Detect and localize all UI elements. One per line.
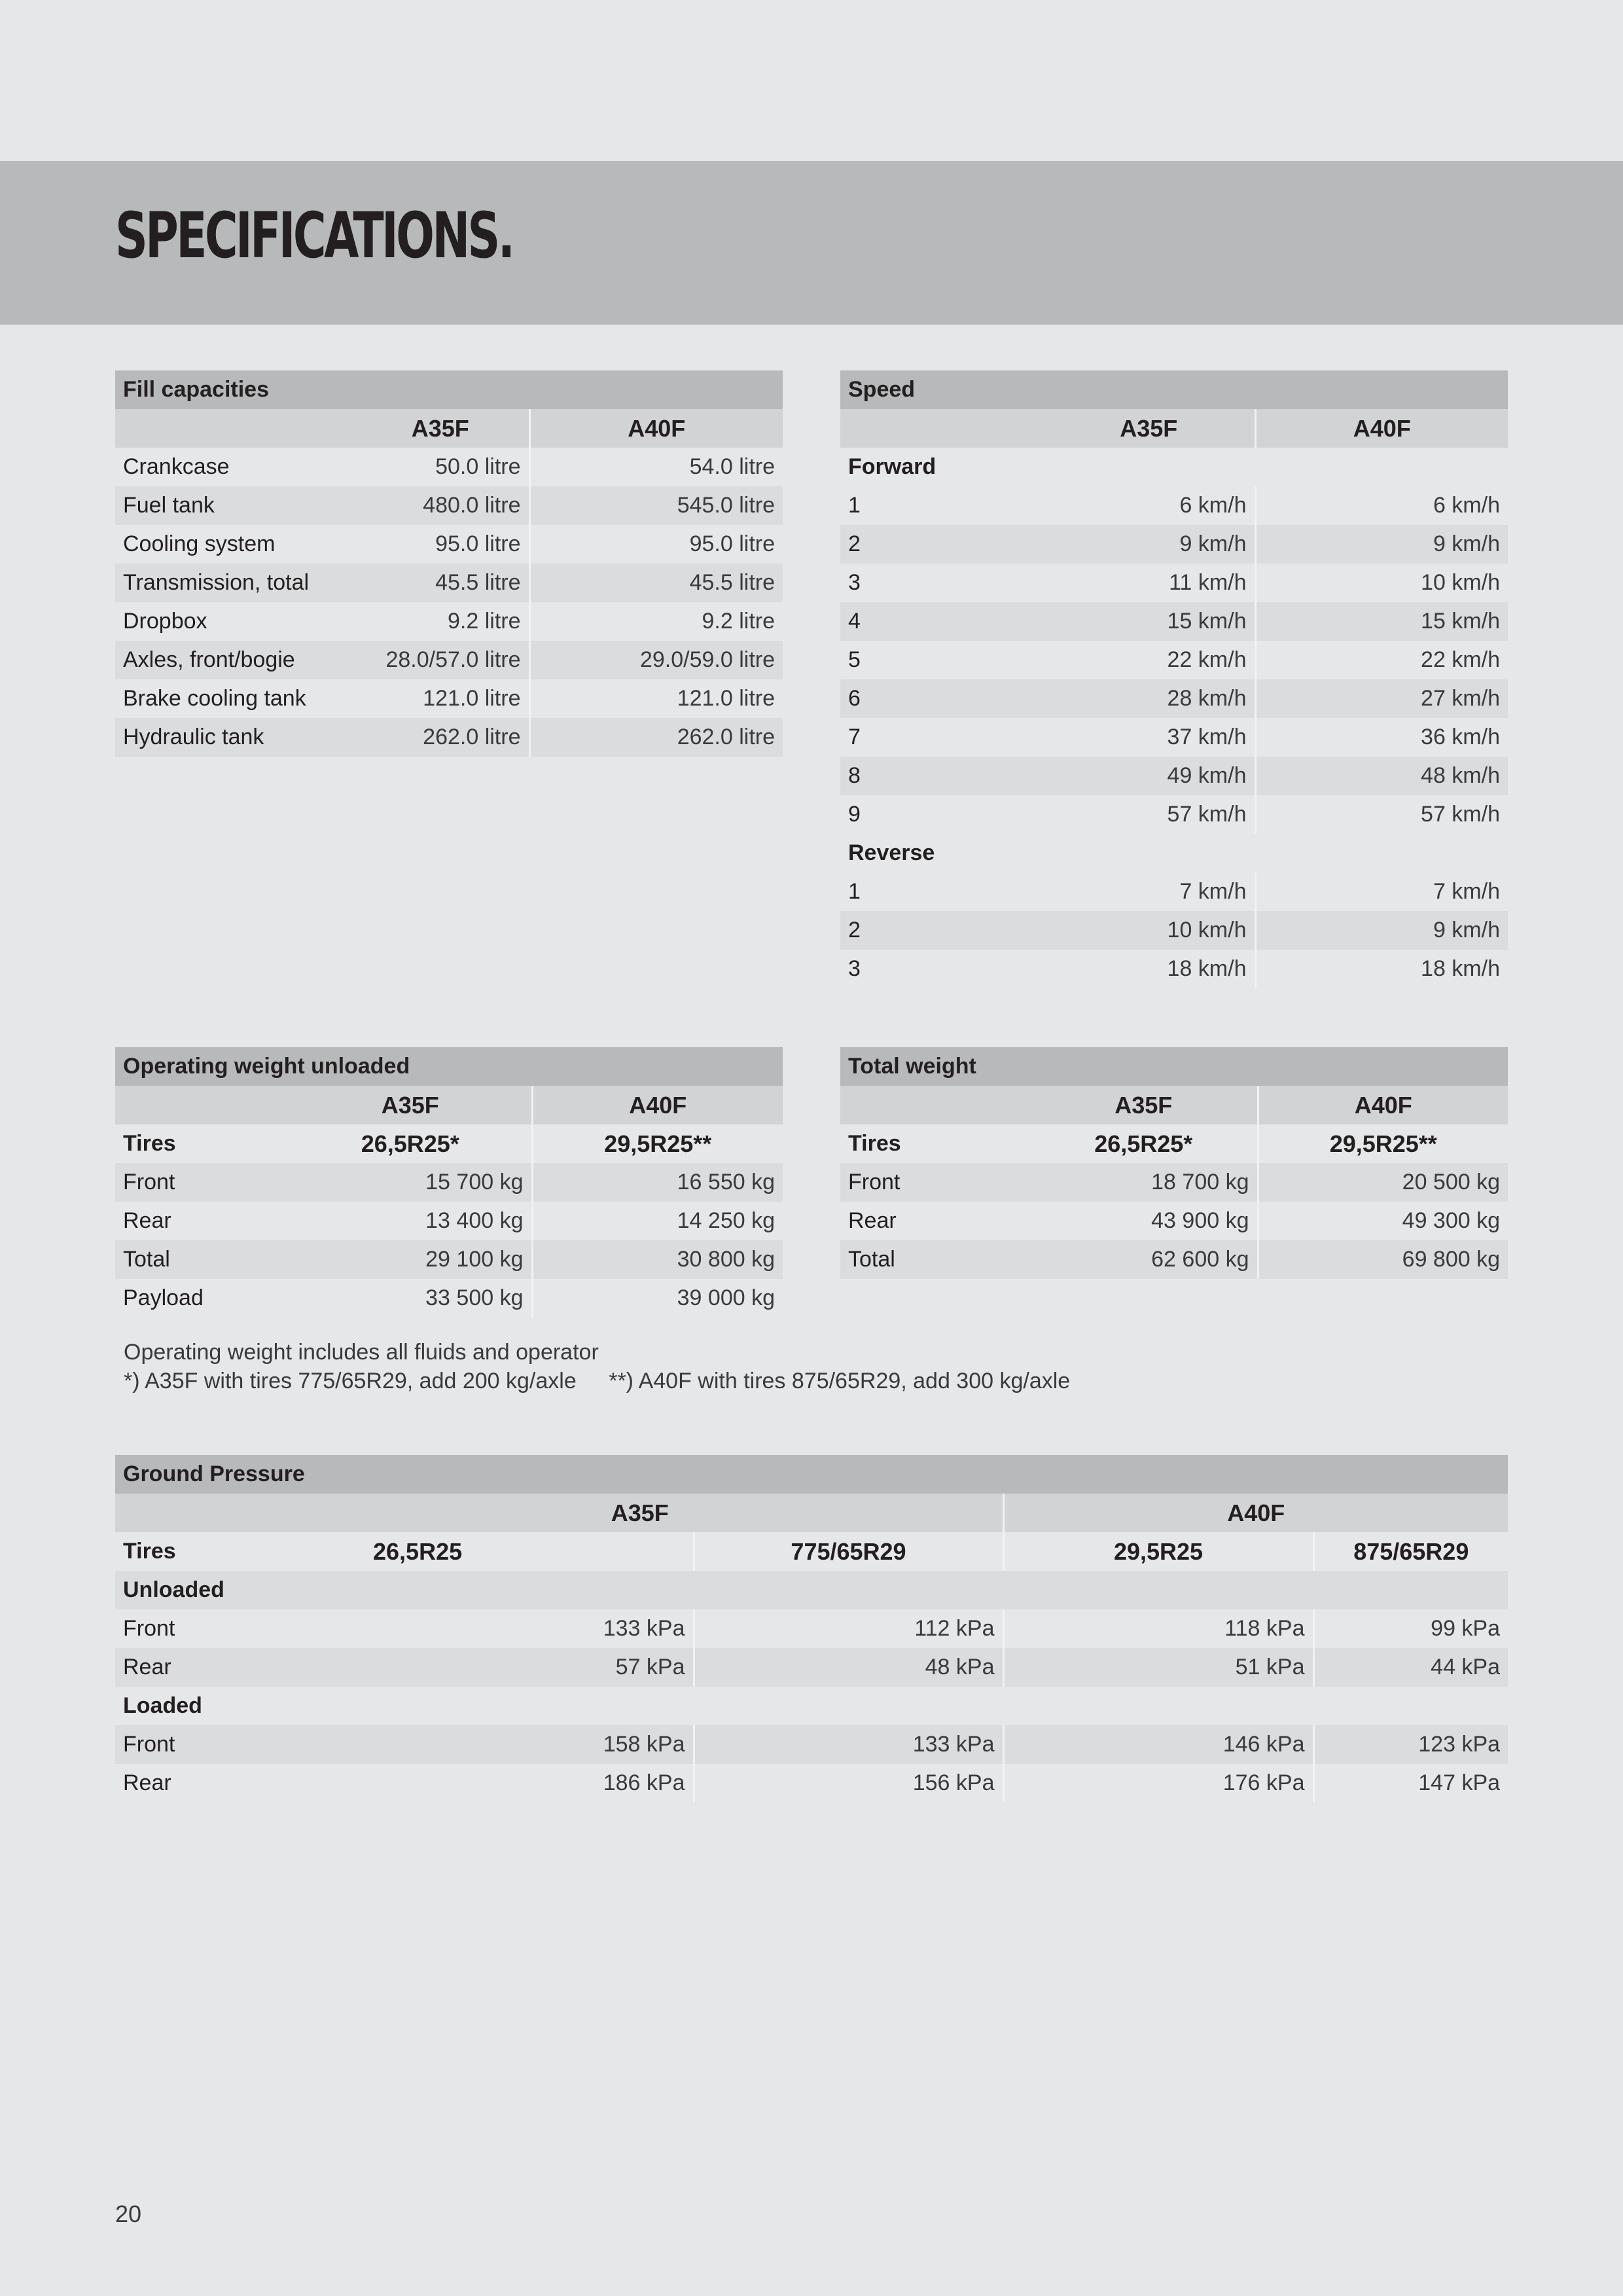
section-label: Reverse [840,834,1508,872]
row-label: Crankcase [115,448,352,486]
table-row [840,602,1508,641]
ground-pressure-table [115,1455,1508,1803]
table-row [115,1725,1508,1764]
cell-value: 48 kPa [694,1648,1003,1687]
row-label: Dropbox [115,602,352,641]
cell-value: 20 500 kg [1258,1163,1508,1202]
cell-value: 9.2 litre [352,602,529,641]
table-title: Total weight [840,1047,1508,1086]
tire-size: 29,5R25** [1258,1124,1508,1163]
cell-value: 11 km/h [1043,564,1255,602]
cell-value: 133 kPa [694,1725,1003,1764]
cell-value: 33 500 kg [289,1279,532,1318]
cell-value: 51 kPa [1003,1648,1313,1687]
row-label: Payload [115,1279,289,1318]
table-row [840,872,1508,911]
table-row [840,757,1508,795]
cell-value: 156 kPa [694,1764,1003,1803]
tires-label: Tires [115,1124,289,1163]
ground-loaded-rows [115,1725,1508,1803]
table-title: Fill capacities [115,370,783,409]
column-header: A40F [529,409,783,448]
cell-value: 146 kPa [1003,1725,1313,1764]
cell-value: 15 km/h [1255,602,1508,641]
ground-unloaded-rows [115,1609,1508,1687]
cell-value: 27 km/h [1255,679,1508,718]
table-row [840,911,1508,950]
column-header: A40F [532,1086,783,1124]
row-label: Rear [115,1202,289,1240]
tire-size: 775/65R29 [694,1532,1003,1571]
row-label: Front [840,1163,1030,1202]
cell-value: 147 kPa [1313,1764,1508,1803]
cell-value: 6 km/h [1043,486,1255,525]
row-label: 2 [840,525,1043,564]
header-banner [0,161,1623,325]
tires-label: Tires [115,1532,285,1571]
table-row [115,1163,783,1202]
row-label: Total [840,1240,1030,1279]
fill-capacities-table [115,370,783,757]
table-row [840,1202,1508,1240]
table-row [115,448,783,486]
total-weight-rows [840,1163,1508,1279]
tire-size: 875/65R29 [1313,1532,1508,1571]
row-label: Brake cooling tank [115,679,352,718]
row-label: 3 [840,950,1043,988]
cell-value: 13 400 kg [289,1202,532,1240]
row-label: Front [115,1725,285,1764]
table-row [840,1163,1508,1202]
cell-value: 36 km/h [1255,718,1508,757]
cell-value: 95.0 litre [352,525,529,564]
total-weight-table [840,1047,1508,1279]
cell-value: 45.5 litre [352,564,529,602]
cell-value: 57 km/h [1043,795,1255,834]
table-row [840,795,1508,834]
row-label: Front [115,1609,285,1648]
cell-value: 18 km/h [1043,950,1255,988]
cell-value: 69 800 kg [1258,1240,1508,1279]
weight-notes [124,1338,1070,1395]
row-label: 1 [840,486,1043,525]
table-row [115,564,783,602]
table-title: Speed [840,370,1508,409]
cell-value: 30 800 kg [532,1240,783,1279]
row-label: 8 [840,757,1043,795]
row-label: Rear [840,1202,1030,1240]
cell-value: 29.0/59.0 litre [529,641,783,679]
row-label: Fuel tank [115,486,352,525]
cell-value: 15 700 kg [289,1163,532,1202]
table-row [115,1240,783,1279]
cell-value: 118 kPa [1003,1609,1313,1648]
operating-weight-table [115,1047,783,1318]
column-header: A35F [352,409,529,448]
row-label: Total [115,1240,289,1279]
table-row [840,525,1508,564]
cell-value: 9 km/h [1255,911,1508,950]
table-row [840,1240,1508,1279]
section-label: Forward [840,448,1508,486]
cell-value: 545.0 litre [529,486,783,525]
cell-value: 133 kPa [285,1609,694,1648]
cell-value: 176 kPa [1003,1764,1313,1803]
table-row [115,486,783,525]
column-header: A40F [1258,1086,1508,1124]
cell-value: 262.0 litre [352,718,529,757]
cell-value: 121.0 litre [352,679,529,718]
row-label: 1 [840,872,1043,911]
cell-value: 14 250 kg [532,1202,783,1240]
column-header: A35F [1030,1086,1258,1124]
cell-value: 49 300 kg [1258,1202,1508,1240]
table-row [840,950,1508,988]
column-header: A35F [1043,409,1255,448]
cell-value: 7 km/h [1043,872,1255,911]
row-label: 9 [840,795,1043,834]
tire-size: 26,5R25* [289,1124,532,1163]
cell-value: 16 550 kg [532,1163,783,1202]
cell-value: 18 km/h [1255,950,1508,988]
cell-value: 28 km/h [1043,679,1255,718]
cell-value: 95.0 litre [529,525,783,564]
table-row [115,1609,1508,1648]
cell-value: 262.0 litre [529,718,783,757]
tire-size: 26,5R25 [285,1532,694,1571]
tire-size: 29,5R25** [532,1124,783,1163]
cell-value: 44 kPa [1313,1648,1508,1687]
cell-value: 37 km/h [1043,718,1255,757]
table-row [115,1202,783,1240]
speed-table [840,370,1508,988]
cell-value: 10 km/h [1255,564,1508,602]
cell-value: 62 600 kg [1030,1240,1258,1279]
cell-value: 49 km/h [1043,757,1255,795]
note-line: **) A40F with tires 875/65R29, add 300 kg/axle [609,1369,1071,1393]
cell-value: 15 km/h [1043,602,1255,641]
cell-value: 22 km/h [1255,641,1508,679]
tire-size: 26,5R25* [1030,1124,1258,1163]
cell-value: 10 km/h [1043,911,1255,950]
tire-size: 29,5R25 [1003,1532,1313,1571]
column-header: A40F [1255,409,1508,448]
column-header: A35F [289,1086,532,1124]
cell-value: 43 900 kg [1030,1202,1258,1240]
cell-value: 9 km/h [1255,525,1508,564]
row-label: 4 [840,602,1043,641]
cell-value: 480.0 litre [352,486,529,525]
table-row [840,486,1508,525]
cell-value: 45.5 litre [529,564,783,602]
cell-value: 39 000 kg [532,1279,783,1318]
cell-value: 22 km/h [1043,641,1255,679]
table-row [840,564,1508,602]
table-title: Ground Pressure [115,1455,1508,1494]
cell-value: 50.0 litre [352,448,529,486]
table-row [840,718,1508,757]
row-label: 7 [840,718,1043,757]
row-label: Transmission, total [115,564,352,602]
table-row [115,525,783,564]
cell-value: 99 kPa [1313,1609,1508,1648]
fill-rows [115,448,783,757]
table-row [115,1648,1508,1687]
table-title: Operating weight unloaded [115,1047,783,1086]
column-group-header: A35F [115,1494,1003,1532]
tires-label: Tires [840,1124,1030,1163]
column-group-header: A40F [1003,1494,1508,1532]
table-row [115,1279,783,1318]
row-label: 5 [840,641,1043,679]
cell-value: 112 kPa [694,1609,1003,1648]
row-label: Front [115,1163,289,1202]
row-label: 3 [840,564,1043,602]
note-line: *) A35F with tires 775/65R29, add 200 kg/axle [124,1369,577,1393]
cell-value: 48 km/h [1255,757,1508,795]
table-row [840,641,1508,679]
page-number: 20 [115,2200,142,2227]
operating-weight-rows [115,1163,783,1318]
speed-reverse-rows [840,872,1508,988]
cell-value: 29 100 kg [289,1240,532,1279]
cell-value: 9 km/h [1043,525,1255,564]
section-label: Unloaded [115,1571,1508,1609]
speed-forward-rows [840,486,1508,834]
page-title: SPECIFICATIONS. [115,199,513,272]
cell-value: 18 700 kg [1030,1163,1258,1202]
cell-value: 7 km/h [1255,872,1508,911]
cell-value: 123 kPa [1313,1725,1508,1764]
cell-value: 57 km/h [1255,795,1508,834]
section-label: Loaded [115,1687,1508,1725]
table-row [115,1764,1508,1803]
table-row [115,679,783,718]
row-label: Cooling system [115,525,352,564]
row-label: 6 [840,679,1043,718]
cell-value: 158 kPa [285,1725,694,1764]
cell-value: 57 kPa [285,1648,694,1687]
cell-value: 28.0/57.0 litre [352,641,529,679]
table-row [115,718,783,757]
cell-value: 9.2 litre [529,602,783,641]
table-row [115,602,783,641]
row-label: Rear [115,1764,285,1803]
row-label: 2 [840,911,1043,950]
table-row [115,641,783,679]
row-label: Hydraulic tank [115,718,352,757]
cell-value: 121.0 litre [529,679,783,718]
cell-value: 54.0 litre [529,448,783,486]
row-label: Rear [115,1648,285,1687]
row-label: Axles, front/bogie [115,641,352,679]
note-line: Operating weight includes all fluids and operator [124,1340,599,1365]
cell-value: 186 kPa [285,1764,694,1803]
table-row [840,679,1508,718]
cell-value: 6 km/h [1255,486,1508,525]
